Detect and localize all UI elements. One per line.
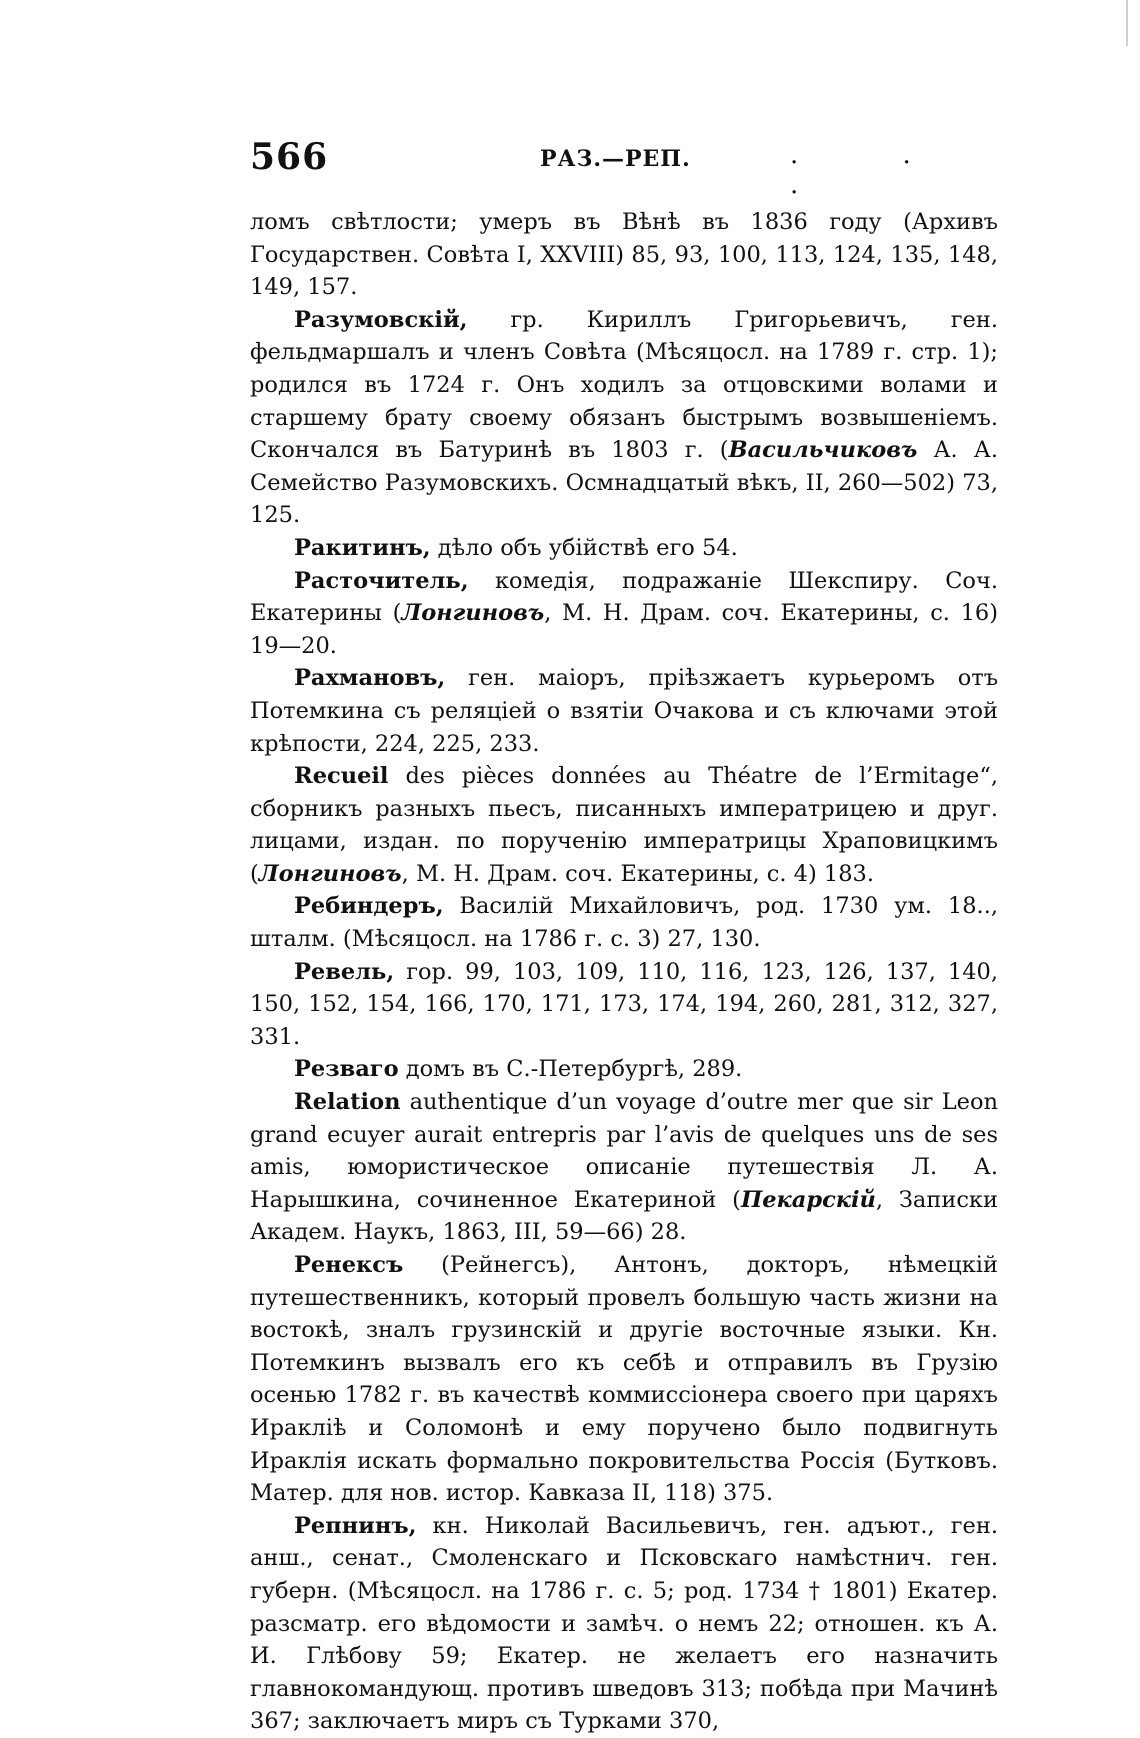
- entry-text: комедія, подражаніе Шекспиру. Соч. Екатерины (: [250, 567, 999, 627]
- entry-text: гр. Кириллъ Григорьевичъ, ген. фельдмаршалъ и членъ Совѣта (Мѣсяцосл. на 1789 г. стр. 1); родился въ 1724 г. Онъ ходилъ за отцовскими волами и старшему брату своему обязанъ быстрымъ возвышеніемъ. Скончался въ Батуринѣ въ 1803 г. (: [250, 306, 998, 464]
- entry-headword: Ракитинъ,: [294, 534, 431, 561]
- entry-text: дѣло объ убійствѣ его 54.: [437, 534, 738, 561]
- entry-text: домъ въ С.-Петербургѣ, 289.: [405, 1056, 743, 1083]
- entry-text: ломъ свѣтлости; умеръ въ Вѣнѣ въ 1836 году (Архивъ Государствен. Совѣта I, XXVIII) 85, 93, 100, 113, 124, 135, 148, 149, 157.: [250, 209, 998, 301]
- index-entry: [250, 304, 998, 532]
- entry-text: des pièces données au Théatre de l’Ermitage“, сборникъ разныхъ пьесъ, писанныхъ императрицею и друг. лицами, издан. по порученію императрицы Храповицкимъ (: [250, 763, 998, 887]
- entry-headword: Relation: [294, 1089, 401, 1116]
- entry-headword: Разумовскій,: [294, 306, 468, 333]
- entry-text-end: , М. Н. Драм. соч. Екатерины, с. 16) 19—20.: [250, 600, 998, 659]
- entry-author: Лонгиновъ: [258, 860, 402, 887]
- page-edge-mark: [1126, 0, 1128, 46]
- index-entry: [250, 1053, 998, 1086]
- entry-headword: Ренексъ: [294, 1252, 404, 1278]
- entry-text: Василій Михайловичъ, род. 1730 ум. 18.., шталм. (Мѣсяцосл. на 1786 г. с. 3) 27, 130.: [250, 893, 998, 953]
- page-number: 566: [250, 136, 329, 178]
- entry-text: (Рейнегсъ), Антонъ, докторъ, нѣмецкій путешественникъ, который провелъ большую часть жизни на востокѣ, зналъ грузинскій и другіе восточные языки. Кн. Потемкинъ вызвалъ его къ себѣ и отправилъ въ Грузію осенью 1782 г. въ качествѣ коммиссіонера своего при царяхъ Ираклiѣ и Соломонѣ и ему поручено было подвигнуть Ираклія искать формально покровительства Россія (Бутковъ. Матер. для нов. истор. Кавказа II, 118) 375.: [250, 1252, 998, 1507]
- entry-text-end: А. А. Семейство Разумовскихъ. Осмнадцатый вѣкъ, II, 260—502) 73, 125.: [250, 437, 998, 529]
- index-entry: [250, 956, 998, 1054]
- index-entry: [250, 760, 998, 890]
- entry-author: Пекарскій: [740, 1186, 876, 1213]
- entry-headword: Рахмановъ,: [294, 665, 446, 692]
- index-entry: [250, 1086, 998, 1249]
- entry-headword: Расточитель,: [294, 567, 469, 594]
- index-entry: [250, 565, 998, 663]
- index-entry: [250, 662, 998, 760]
- entry-text: кн. Николай Васильевичъ, ген. адъют., ген. анш., сенат., Смоленскаго и Псковскаго намѣстнич. ген. губерн. (Мѣсяцосл. на 1786 г. с. 5; род. 1734 † 1801) Екатер. разсматр. его вѣдомости и замѣч. о немъ 22; отношен. къ А. И. Глѣбову 59; Екатер. не желаетъ его назначить главнокомандующ. противъ шведовъ 313; побѣда при Мачинѣ 367; заключаетъ миръ съ Турками 370,: [250, 1512, 998, 1735]
- entry-text: authentique d’un voyage d’outre mer que sir Leon grand ecuyer aurait entrepris par l’avis de quelques uns de ses amis, юмористическое описаніе путешествія Л. А. Нарышкина, сочиненное Екатериной (: [250, 1089, 998, 1213]
- index-entry: [250, 890, 998, 955]
- entry-headword: Репнинъ,: [294, 1512, 417, 1539]
- entry-author: Лонгиновъ: [401, 600, 545, 627]
- index-entry: [250, 532, 998, 565]
- page-header: [250, 136, 1000, 200]
- header-dots: . . .: [790, 140, 959, 200]
- entry-author: Васильчиковъ: [728, 437, 918, 464]
- index-text: [250, 206, 998, 1738]
- entry-headword: Резваго: [294, 1056, 399, 1083]
- index-entry: [250, 1249, 998, 1510]
- entry-headword: Ребиндеръ,: [294, 893, 444, 920]
- entry-headword: Ревель,: [294, 958, 395, 985]
- entry-text: гор. 99, 103, 109, 110, 116, 123, 126, 137, 140, 150, 152, 154, 166, 170, 171, 173, 174, 194, 260, 281, 312, 327, 331.: [250, 958, 998, 1050]
- entry-text-end: , М. Н. Драм. соч. Екатерины, с. 4) 183.: [401, 860, 874, 887]
- running-head: РАЗ.—РЕП.: [540, 146, 691, 172]
- entry-text: ген. маіоръ, пріѣзжаетъ курьеромъ отъ Потемкина съ реляціей о взятіи Очакова и съ ключами этой крѣпости, 224, 225, 233.: [250, 665, 999, 757]
- entry-headword: Recueil: [294, 763, 389, 790]
- entry-text-end: , Записки Академ. Наукъ, 1863, III, 59—66) 28.: [250, 1186, 998, 1246]
- index-entry: [250, 206, 998, 304]
